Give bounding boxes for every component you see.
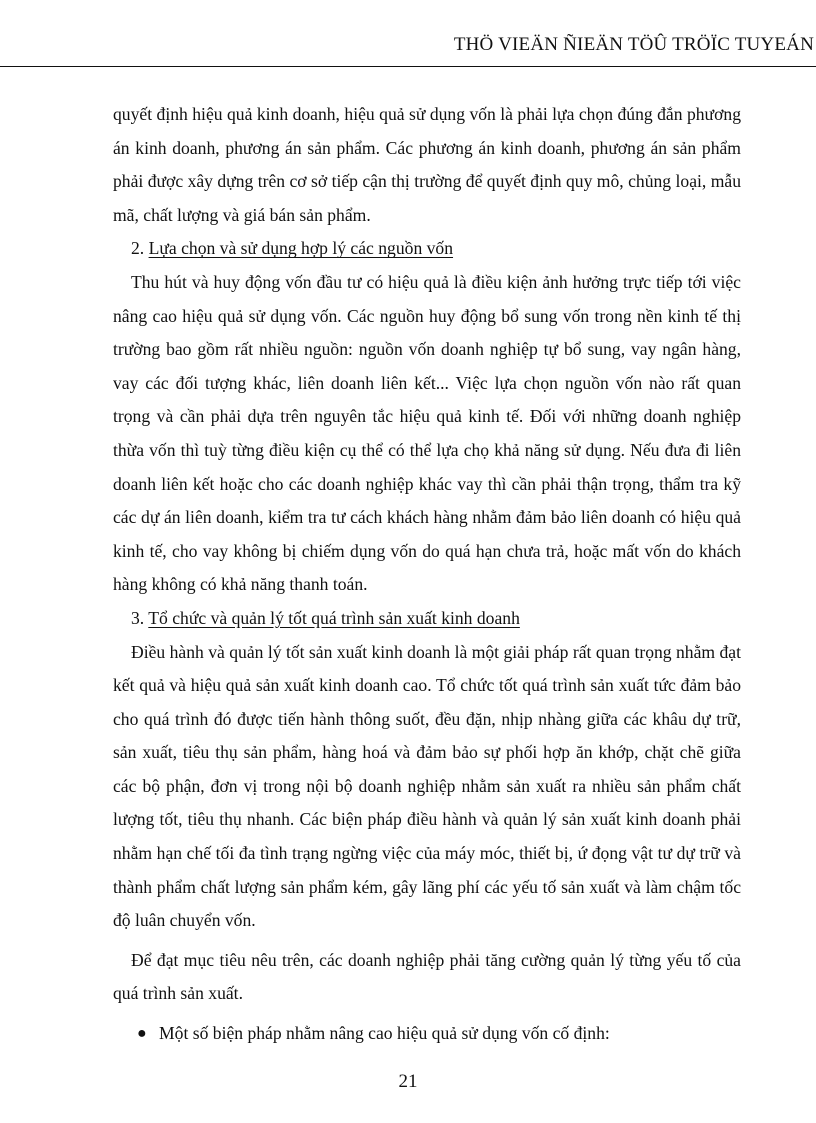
bullet-icon: ● <box>137 1025 147 1043</box>
section-heading-2 <box>113 232 741 266</box>
paragraph-4: Để đạt mục tiêu nêu trên, các doanh nghiệp phải tăng cường quản lý từng yếu tố của quá trình sản xuất. <box>113 949 741 1004</box>
section-number-2: 2. <box>131 238 149 259</box>
bullet-text-1: Một số biện pháp nhằm nâng cao hiệu quả sử dụng vốn cố định: <box>159 1023 610 1044</box>
paragraph-3: Điều hành và quản lý tốt sản xuất kinh doanh là một giải pháp rất quan trọng nhằm đạt kết quả và hiệu quả sản xuất kinh doanh cao. Tổ chức tốt quá trình sản xuất tức đảm bảo cho quá trình đó được tiến hành thông suốt, đều đặn, nhịp nhàng giữa các khâu dự trữ, sản xuất, tiêu thụ sản phẩm, hàng hoá và đảm bảo sự phối hợp ăn khớp, chặt chẽ giữa các bộ phận, đơn vị trong nội bộ doanh nghiệp nhằm sản xuất ra nhiều sản phẩm chất lượng tốt, tiêu thụ nhanh. Các biện pháp điều hành và quản lý sản xuất kinh doanh phải nhằm hạn chế tối đa tình trạng ngừng việc của máy móc, thiết bị, ứ đọng vật tư dự trữ và thành phẩm chất lượng sản phẩm kém, gây lãng phí các yếu tố sản xuất và làm chậm tốc độ luân chuyển vốn. <box>113 641 741 931</box>
section-title-3: Tổ chức và quản lý tốt quá trình sản xuất kinh doanh <box>148 607 520 628</box>
page-number: 21 <box>398 1071 418 1092</box>
document-body <box>113 98 741 1051</box>
section-number-3: 3. <box>131 607 149 628</box>
section-heading-3 <box>113 602 741 636</box>
paragraph-2: Thu hút và huy động vốn đầu tư có hiệu quả là điều kiện ảnh hưởng trực tiếp tới việc nâng cao hiệu quả sử dụng vốn. Các nguồn huy động bổ sung vốn trong nền kinh tế thị trường bao gồm rất nhiều nguồn: nguồn vốn doanh nghiệp tự bổ sung, vay ngân hàng, vay các đối tượng khác, liên doanh liên kết... Việc lựa chọn nguồn vốn nào rất quan trọng và cần phải dựa trên nguyên tắc hiệu quả kinh tế. Đối với những doanh nghiệp thừa vốn thì tuỳ từng điều kiện cụ thể có thể lựa chọ khả năng sử dụng. Nếu đưa đi liên doanh liên kết hoặc cho các doanh nghiệp khác vay thì cần phải thận trọng, thẩm tra kỹ các dự án liên doanh, kiểm tra tư cách khách hàng nhằm đảm bảo liên doanh có hiệu quả kinh tế, cho vay không bị chiếm dụng vốn do quá hạn chưa trả, hoặc mất vốn do khách hàng không có khả năng thanh toán. <box>113 271 741 595</box>
bullet-item-1 <box>113 1017 741 1051</box>
header-rule <box>0 66 816 67</box>
running-header: THÖ VIEÄN ÑIEÄN TÖÛ TRÖÏC TUYEÁN <box>453 34 814 55</box>
paragraph-1: quyết định hiệu quả kinh doanh, hiệu quả sử dụng vốn là phải lựa chọn đúng đắn phương án kinh doanh, phương án sản phẩm. Các phương án kinh doanh, phương án sản phẩm phải được xây dựng trên cơ sở tiếp cận thị trường để quyết định quy mô, chủng loại, mẫu mã, chất lượng và giá bán sản phẩm. <box>113 104 741 225</box>
section-title-2: Lựa chọn và sử dụng hợp lý các nguồn vốn <box>148 238 454 259</box>
